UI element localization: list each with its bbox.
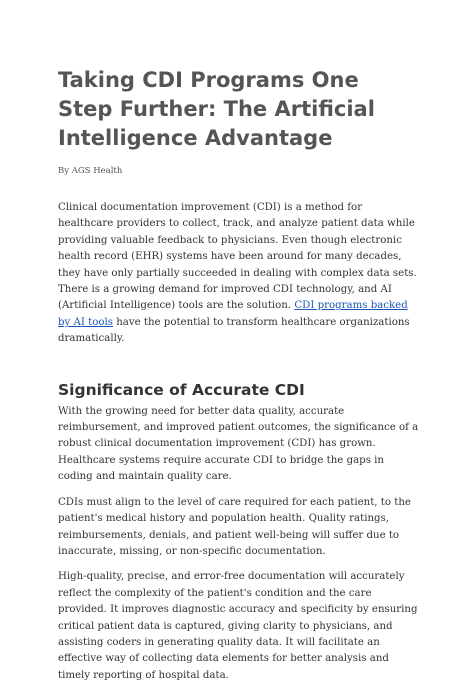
intro-text-before-link: Clinical documentation improvement (CDI) is a method for healthcare providers to collect, track, and analyze patient data while providing valuable feedback to physicians. Even though electronic health record (EHR) systems have been around for many decades, they have only partially succeeded in dealing with complex data sets. There is a growing demand for improved CDI technology, and AI (Artificial Intelligence) tools are the solution. xyxy=(58,202,417,312)
cdi-programs-link[interactable]: CDI programs backed by AI tools xyxy=(58,300,408,328)
section-heading: Significance of Accurate CDI xyxy=(58,380,305,399)
intro-paragraph xyxy=(58,200,420,348)
section-paragraph-2: CDIs must align to the level of care required for each patient, to the patient's medical history and population health. Quality ratings, reimbursements, denials, and patient well-being will suffer due to inaccurate, missing, or non-specific documentation. xyxy=(58,496,411,557)
intro-text-after-link: have the potential to transform healthcare organizations dramatically. xyxy=(58,316,410,345)
section-paragraph-3: High-quality, precise, and error-free documentation will accurately reflect the complexity of the patient's condition and the care provided. It improves diagnostic accuracy and specificity by ensuring critical patient data is captured, giving clarity to physicians, and assisting coders in generating quality data. It will facilitate an effective way of collecting data elements for better analysis and timely reporting of hospital data. xyxy=(58,571,418,681)
section-paragraph-1: With the growing need for better data quality, accurate reimbursement, and improved patient outcomes, the significance of a robust clinical documentation improvement (CDI) has grown. Healthcare systems require accurate CDI to bridge the gaps in coding and maintain quality care. xyxy=(58,405,419,483)
article-byline: By AGS Health xyxy=(58,166,123,176)
article-title: Taking CDI Programs One Step Further: The Artificial Intelligence Advantage xyxy=(58,68,375,150)
